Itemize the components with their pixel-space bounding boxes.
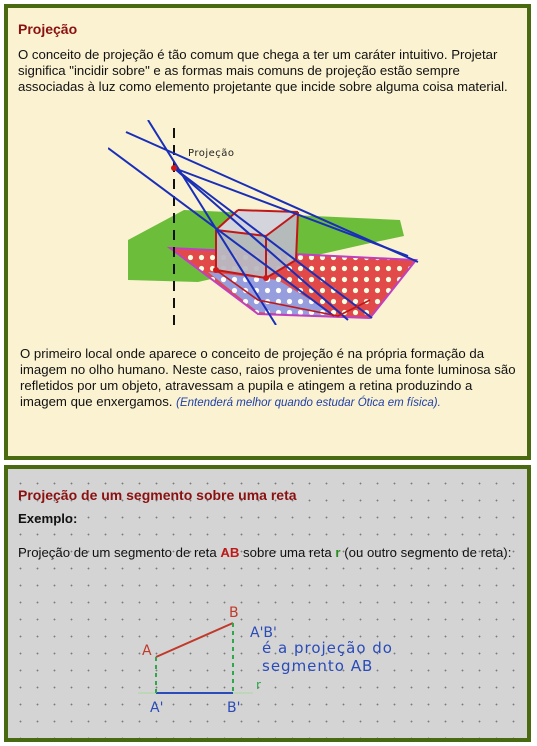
caption-line1: é a projeção do <box>262 639 393 657</box>
projection-note: (Entenderá melhor quando estudar Ótica em física). <box>176 397 441 409</box>
caption-line2: segmento AB <box>262 657 374 675</box>
segment-text-before: Projeção de um segmento de reta <box>18 545 221 560</box>
segment-text-after: (ou outro segmento de reta): <box>340 545 512 560</box>
label-b: B <box>229 605 239 621</box>
label-r: r <box>256 678 261 692</box>
projection-panel <box>4 4 531 460</box>
label-a: A <box>142 643 152 659</box>
projection-figure <box>108 120 433 325</box>
figure-label: Projeção <box>188 148 235 159</box>
segment-ab <box>156 623 233 657</box>
segment-text-middle: sobre uma reta <box>239 545 336 560</box>
line-r-highlight: r <box>335 545 341 560</box>
segment-title: Projeção de um segmento sobre uma reta <box>18 487 297 503</box>
example-label: Exemplo: <box>18 511 78 526</box>
segment-ab-highlight: AB <box>220 545 240 560</box>
label-b-proj: B' <box>227 700 241 716</box>
projection-body <box>20 346 520 411</box>
projection-title: Projeção <box>18 21 78 37</box>
segment-diagram <box>128 597 428 717</box>
projection-body-text: O primeiro local onde aparece o conceito de projeção é na própria formação da imagem no olho humano. Neste caso, raios provenientes de uma fonte luminosa são refletidos por um objeto, atravessam a pupila e atingem a retina produzindo a imagem que enxergamos. <box>20 346 516 409</box>
segment-description <box>18 545 528 561</box>
projection-intro: O conceito de projeção é tão comum que chega a ter um caráter intuitivo. Projetar significa "incidir sobre" e as formas mais comuns de projeção estão sempre associadas à luz como elemento projetante que incide sobre alguma coisa material. <box>18 47 508 94</box>
segment-panel <box>4 465 531 742</box>
caption-segment: A'B' <box>250 625 277 641</box>
label-a-proj: A' <box>150 700 164 716</box>
